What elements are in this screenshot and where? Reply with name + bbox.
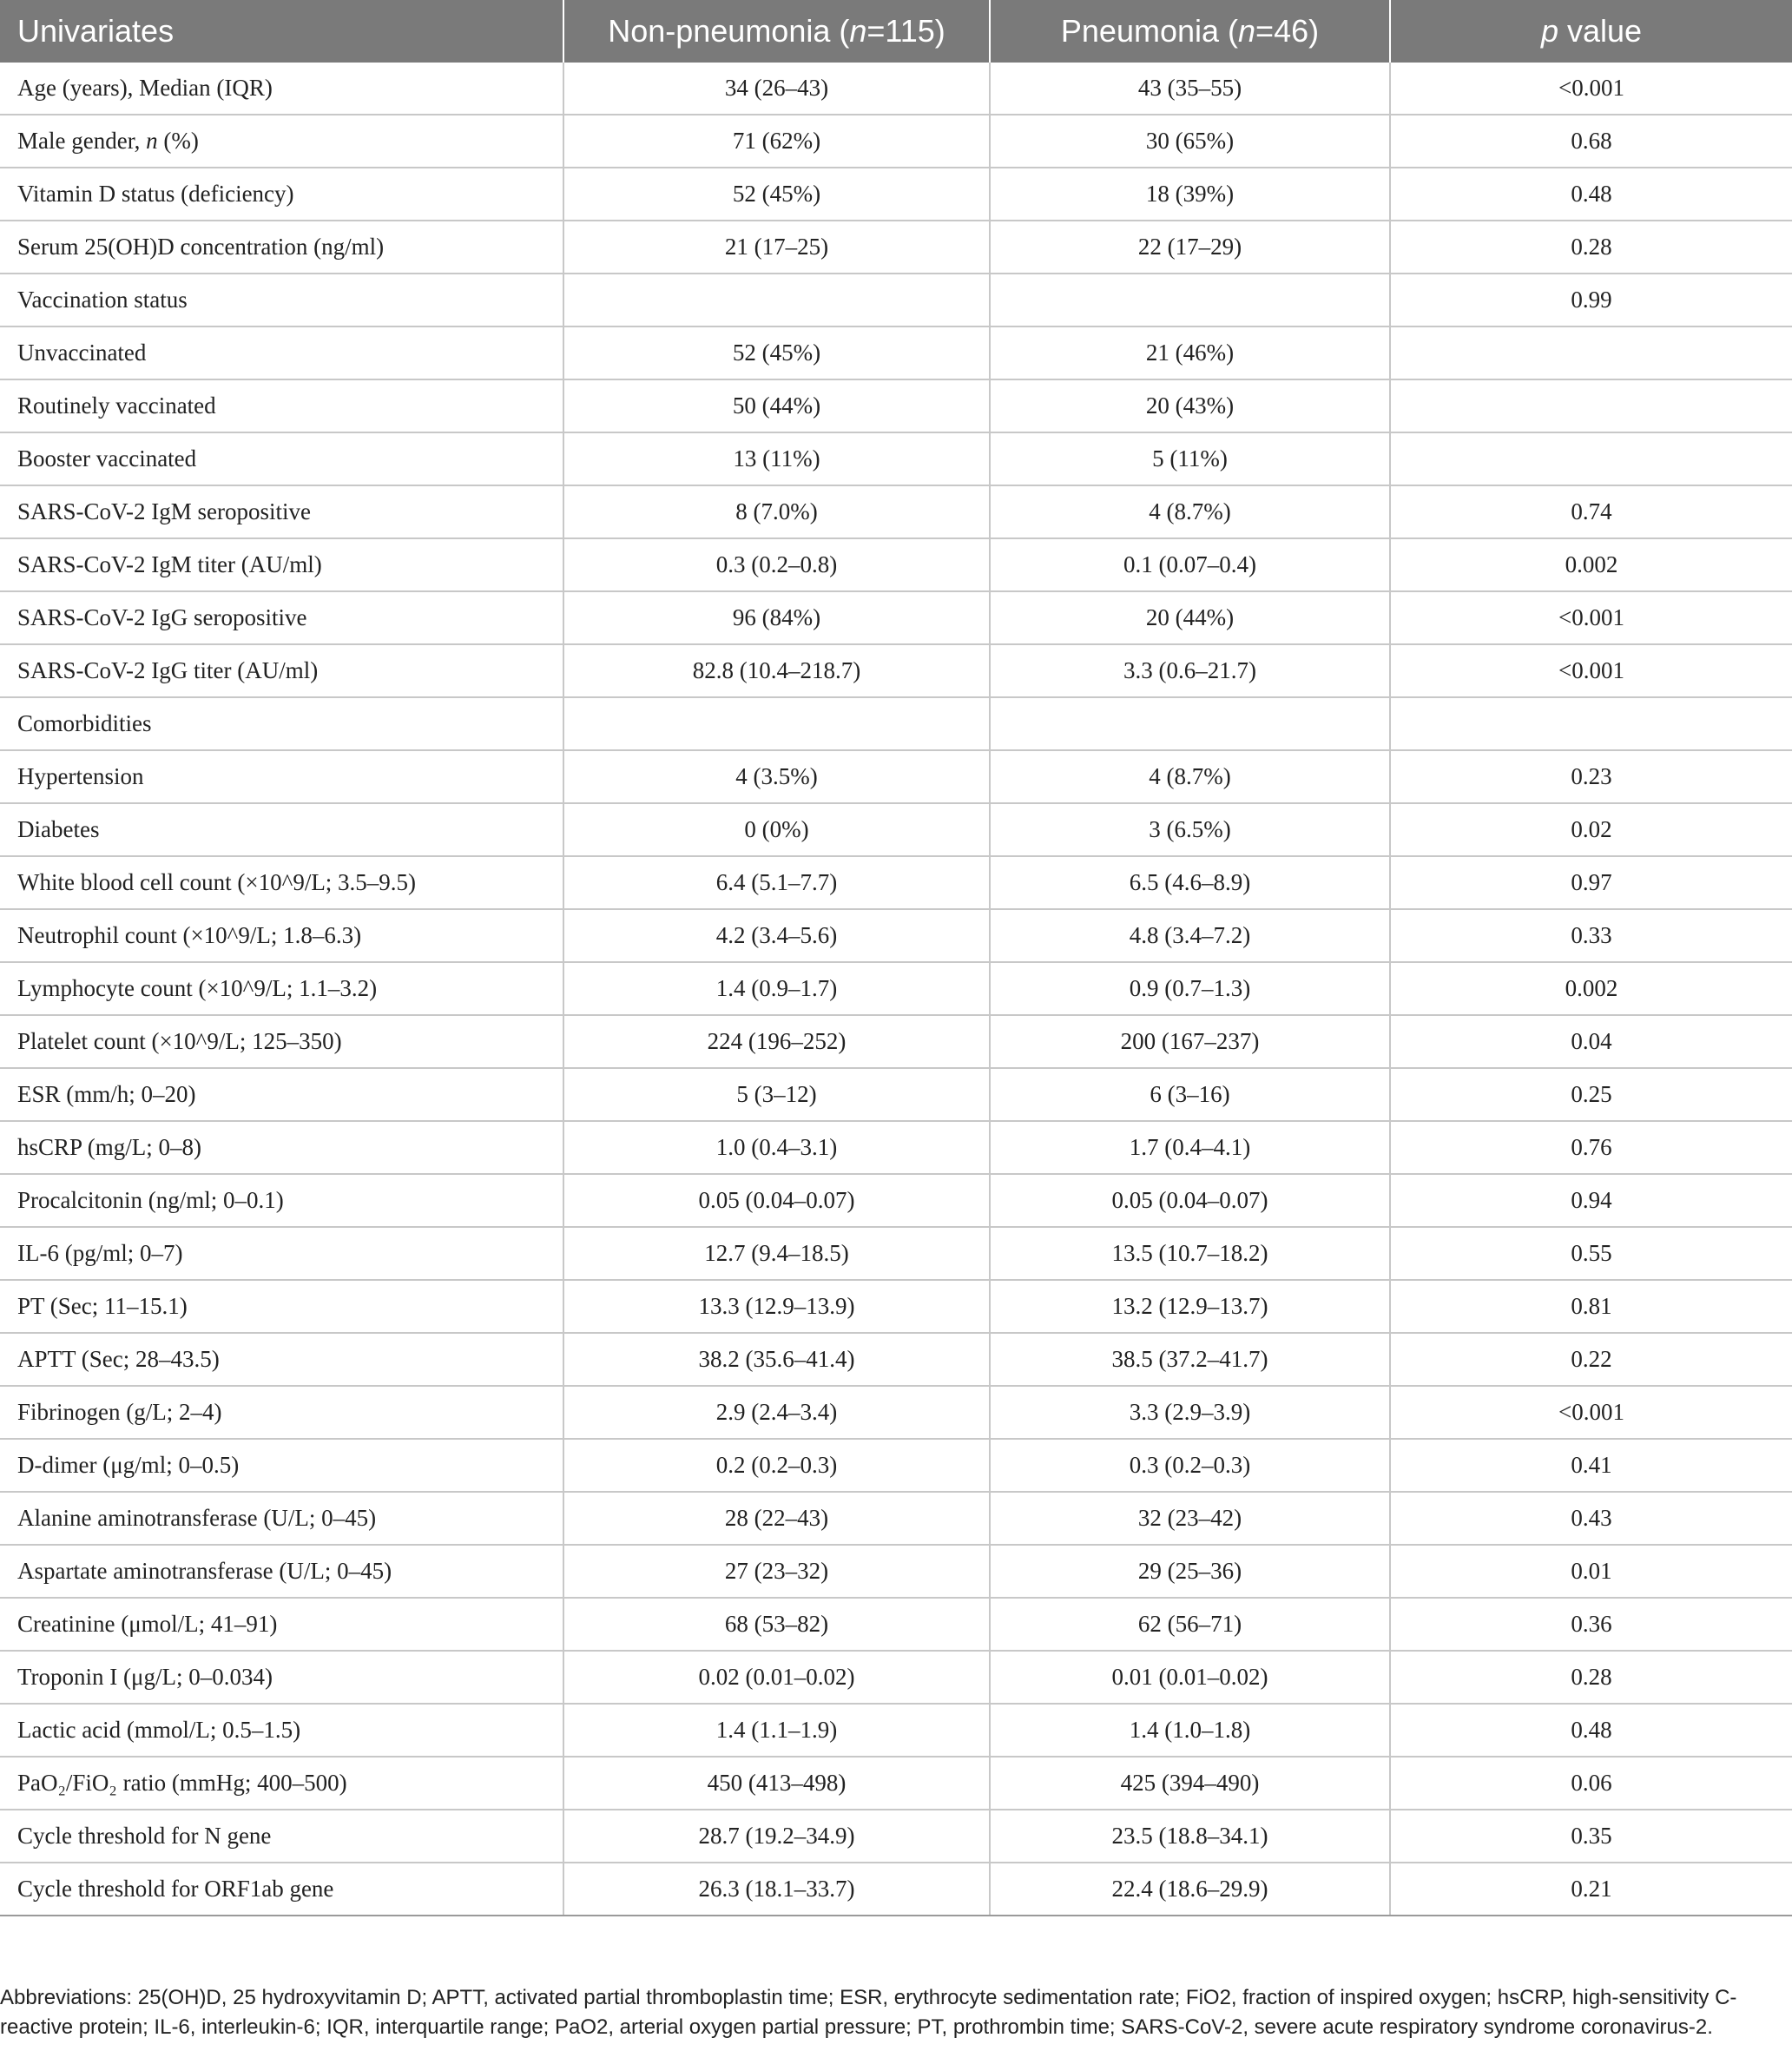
non-pneumonia-value: 50 (44%) [563, 379, 990, 432]
table-row [0, 803, 1792, 856]
non-pneumonia-value: 27 (23–32) [563, 1545, 990, 1598]
pneumonia-value: 3.3 (2.9–3.9) [990, 1386, 1390, 1439]
non-pneumonia-value [563, 697, 990, 750]
row-label-part: Male gender, [17, 128, 147, 154]
p-value: 0.48 [1390, 168, 1792, 221]
non-pneumonia-value: 0.02 (0.01–0.02) [563, 1651, 990, 1704]
table-row [0, 168, 1792, 221]
pneumonia-value: 20 (43%) [990, 379, 1390, 432]
pneumonia-value: 21 (46%) [990, 326, 1390, 379]
p-value [1390, 326, 1792, 379]
pneumonia-value [990, 274, 1390, 326]
header-pneu-post: =46) [1255, 13, 1320, 49]
table-row [0, 1757, 1792, 1810]
header-pneu-n: n [1238, 13, 1256, 49]
row-label: SARS-CoV-2 IgG seropositive [0, 591, 563, 644]
non-pneumonia-value: 450 (413–498) [563, 1757, 990, 1810]
non-pneumonia-value: 21 (17–25) [563, 221, 990, 274]
row-label: D-dimer (μg/ml; 0–0.5) [0, 1439, 563, 1492]
table-row [0, 379, 1792, 432]
p-value: 0.01 [1390, 1545, 1792, 1598]
pneumonia-value: 3 (6.5%) [990, 803, 1390, 856]
p-value: 0.97 [1390, 856, 1792, 909]
row-label: SARS-CoV-2 IgM titer (AU/ml) [0, 538, 563, 591]
table-row [0, 1704, 1792, 1757]
non-pneumonia-value: 68 (53–82) [563, 1598, 990, 1651]
row-label: Unvaccinated [0, 326, 563, 379]
header-p: p [1540, 13, 1558, 49]
row-label: SARS-CoV-2 IgM seropositive [0, 485, 563, 538]
non-pneumonia-value: 28 (22–43) [563, 1492, 990, 1545]
non-pneumonia-value: 13.3 (12.9–13.9) [563, 1280, 990, 1333]
non-pneumonia-value: 4.2 (3.4–5.6) [563, 909, 990, 962]
header-non-n: n [849, 13, 867, 49]
row-label: Cycle threshold for N gene [0, 1810, 563, 1863]
non-pneumonia-value: 1.4 (1.1–1.9) [563, 1704, 990, 1757]
p-value: 0.25 [1390, 1068, 1792, 1121]
pneumonia-value: 1.7 (0.4–4.1) [990, 1121, 1390, 1174]
row-label: Routinely vaccinated [0, 379, 563, 432]
table-row [0, 1015, 1792, 1068]
table-row [0, 1280, 1792, 1333]
row-label: APTT (Sec; 28–43.5) [0, 1333, 563, 1386]
row-label: Vaccination status [0, 274, 563, 326]
p-value: 0.94 [1390, 1174, 1792, 1227]
row-label: hsCRP (mg/L; 0–8) [0, 1121, 563, 1174]
header-p-value [1390, 0, 1792, 63]
row-label: Aspartate aminotransferase (U/L; 0–45) [0, 1545, 563, 1598]
table-row [0, 432, 1792, 485]
non-pneumonia-value: 26.3 (18.1–33.7) [563, 1863, 990, 1916]
pneumonia-value: 0.3 (0.2–0.3) [990, 1439, 1390, 1492]
pneumonia-value: 20 (44%) [990, 591, 1390, 644]
row-label: Comorbidities [0, 697, 563, 750]
non-pneumonia-value: 52 (45%) [563, 168, 990, 221]
p-value: 0.06 [1390, 1757, 1792, 1810]
pneumonia-value: 18 (39%) [990, 168, 1390, 221]
pneumonia-value: 43 (35–55) [990, 63, 1390, 115]
pneumonia-value: 1.4 (1.0–1.8) [990, 1704, 1390, 1757]
non-pneumonia-value: 4 (3.5%) [563, 750, 990, 803]
table-row [0, 221, 1792, 274]
p-value: 0.33 [1390, 909, 1792, 962]
non-pneumonia-value: 96 (84%) [563, 591, 990, 644]
pneumonia-value: 0.1 (0.07–0.4) [990, 538, 1390, 591]
p-value: 0.99 [1390, 274, 1792, 326]
row-label-part: n [146, 128, 158, 154]
non-pneumonia-value: 0.2 (0.2–0.3) [563, 1439, 990, 1492]
non-pneumonia-value: 82.8 (10.4–218.7) [563, 644, 990, 697]
table-header [0, 0, 1792, 63]
non-pneumonia-value: 38.2 (35.6–41.4) [563, 1333, 990, 1386]
p-value [1390, 697, 1792, 750]
pneumonia-value: 30 (65%) [990, 115, 1390, 168]
table-row [0, 326, 1792, 379]
table-row [0, 538, 1792, 591]
table-row [0, 1068, 1792, 1121]
pneumonia-value: 22 (17–29) [990, 221, 1390, 274]
table-row [0, 909, 1792, 962]
table-row [0, 1174, 1792, 1227]
table-row [0, 1386, 1792, 1439]
pneumonia-value: 4 (8.7%) [990, 485, 1390, 538]
pneumonia-value: 200 (167–237) [990, 1015, 1390, 1068]
table-row [0, 1227, 1792, 1280]
table-row [0, 591, 1792, 644]
non-pneumonia-value: 13 (11%) [563, 432, 990, 485]
row-label: SARS-CoV-2 IgG titer (AU/ml) [0, 644, 563, 697]
pneumonia-value: 0.01 (0.01–0.02) [990, 1651, 1390, 1704]
pneumonia-value: 13.5 (10.7–18.2) [990, 1227, 1390, 1280]
abbreviations-footnote: Abbreviations: 25(OH)D, 25 hydroxyvitamin D; APTT, activated partial thromboplastin time; ESR, erythrocyte sedimentation rate; FiO2, fraction of inspired oxygen; hsCRP, high-sensitivity C-reactive protein; IL-6, interleukin-6; IQR, interquartile range; PaO2, arterial oxygen partial pressure; PT, prothrombin time; SARS-CoV-2, severe acute respiratory syndrome coronavirus-2. [0, 1986, 1737, 2039]
non-pneumonia-value: 5 (3–12) [563, 1068, 990, 1121]
table-row [0, 63, 1792, 115]
row-label-part: (%) [157, 128, 199, 154]
row-label: White blood cell count (×10^9/L; 3.5–9.5) [0, 856, 563, 909]
table-row [0, 1333, 1792, 1386]
p-value: 0.28 [1390, 221, 1792, 274]
table-row [0, 697, 1792, 750]
pneumonia-value: 32 (23–42) [990, 1492, 1390, 1545]
header-p-post: value [1558, 13, 1643, 49]
pneumonia-value: 22.4 (18.6–29.9) [990, 1863, 1390, 1916]
header-univariates-text: Univariates [17, 13, 175, 49]
row-label: Vitamin D status (deficiency) [0, 168, 563, 221]
non-pneumonia-value: 71 (62%) [563, 115, 990, 168]
non-pneumonia-value: 0.05 (0.04–0.07) [563, 1174, 990, 1227]
p-value: 0.02 [1390, 803, 1792, 856]
row-label: Troponin I (μg/L; 0–0.034) [0, 1651, 563, 1704]
row-label: Platelet count (×10^9/L; 125–350) [0, 1015, 563, 1068]
row-label: Booster vaccinated [0, 432, 563, 485]
p-value: 0.81 [1390, 1280, 1792, 1333]
non-pneumonia-value: 12.7 (9.4–18.5) [563, 1227, 990, 1280]
row-label: Serum 25(OH)D concentration (ng/ml) [0, 221, 563, 274]
table-row [0, 962, 1792, 1015]
table-row [0, 1651, 1792, 1704]
p-value: 0.48 [1390, 1704, 1792, 1757]
row-label: Procalcitonin (ng/ml; 0–0.1) [0, 1174, 563, 1227]
table-row [0, 115, 1792, 168]
p-value: 0.36 [1390, 1598, 1792, 1651]
pneumonia-value: 5 (11%) [990, 432, 1390, 485]
header-univariates [0, 0, 563, 63]
p-value: 0.002 [1390, 538, 1792, 591]
p-value: 0.04 [1390, 1015, 1792, 1068]
p-value: 0.41 [1390, 1439, 1792, 1492]
non-pneumonia-value [563, 274, 990, 326]
p-value: 0.55 [1390, 1227, 1792, 1280]
p-value: 0.28 [1390, 1651, 1792, 1704]
pneumonia-value: 4 (8.7%) [990, 750, 1390, 803]
row-label: Diabetes [0, 803, 563, 856]
p-value: 0.43 [1390, 1492, 1792, 1545]
table-row [0, 485, 1792, 538]
p-value: 0.76 [1390, 1121, 1792, 1174]
p-value: <0.001 [1390, 591, 1792, 644]
p-value: 0.23 [1390, 750, 1792, 803]
header-non-pneumonia [563, 0, 990, 63]
pneumonia-value: 38.5 (37.2–41.7) [990, 1333, 1390, 1386]
non-pneumonia-value: 2.9 (2.4–3.4) [563, 1386, 990, 1439]
table-body [0, 63, 1792, 1916]
table-row [0, 1863, 1792, 1916]
table-row [0, 274, 1792, 326]
p-value: 0.002 [1390, 962, 1792, 1015]
row-label: PaO₂/FiO₂ ratio (mmHg; 400–500) [0, 1757, 563, 1810]
row-label: PT (Sec; 11–15.1) [0, 1280, 563, 1333]
pneumonia-value: 13.2 (12.9–13.7) [990, 1280, 1390, 1333]
p-value: 0.35 [1390, 1810, 1792, 1863]
table-row [0, 856, 1792, 909]
row-label: Lactic acid (mmol/L; 0.5–1.5) [0, 1704, 563, 1757]
row-label: Fibrinogen (g/L; 2–4) [0, 1386, 563, 1439]
non-pneumonia-value: 28.7 (19.2–34.9) [563, 1810, 990, 1863]
non-pneumonia-value: 6.4 (5.1–7.7) [563, 856, 990, 909]
non-pneumonia-value: 1.0 (0.4–3.1) [563, 1121, 990, 1174]
p-value: <0.001 [1390, 63, 1792, 115]
row-label: Neutrophil count (×10^9/L; 1.8–6.3) [0, 909, 563, 962]
non-pneumonia-value: 52 (45%) [563, 326, 990, 379]
p-value: <0.001 [1390, 1386, 1792, 1439]
non-pneumonia-value: 8 (7.0%) [563, 485, 990, 538]
p-value: 0.74 [1390, 485, 1792, 538]
p-value: 0.22 [1390, 1333, 1792, 1386]
non-pneumonia-value: 34 (26–43) [563, 63, 990, 115]
pneumonia-value: 3.3 (0.6–21.7) [990, 644, 1390, 697]
table-row [0, 1810, 1792, 1863]
row-label: IL-6 (pg/ml; 0–7) [0, 1227, 563, 1280]
non-pneumonia-value: 224 (196–252) [563, 1015, 990, 1068]
row-label: ESR (mm/h; 0–20) [0, 1068, 563, 1121]
table-row [0, 750, 1792, 803]
table-row [0, 644, 1792, 697]
pneumonia-value: 6.5 (4.6–8.9) [990, 856, 1390, 909]
row-label: Lymphocyte count (×10^9/L; 1.1–3.2) [0, 962, 563, 1015]
header-pneu-pre: Pneumonia ( [1060, 13, 1239, 49]
pneumonia-value: 62 (56–71) [990, 1598, 1390, 1651]
header-pneumonia [990, 0, 1390, 63]
pneumonia-value: 0.05 (0.04–0.07) [990, 1174, 1390, 1227]
row-label: Alanine aminotransferase (U/L; 0–45) [0, 1492, 563, 1545]
pneumonia-value: 23.5 (18.8–34.1) [990, 1810, 1390, 1863]
p-value: 0.68 [1390, 115, 1792, 168]
non-pneumonia-value: 0.3 (0.2–0.8) [563, 538, 990, 591]
row-label: Creatinine (μmol/L; 41–91) [0, 1598, 563, 1651]
p-value [1390, 379, 1792, 432]
non-pneumonia-value: 1.4 (0.9–1.7) [563, 962, 990, 1015]
p-value: 0.21 [1390, 1863, 1792, 1916]
p-value: <0.001 [1390, 644, 1792, 697]
pneumonia-value [990, 697, 1390, 750]
table-row [0, 1598, 1792, 1651]
non-pneumonia-value: 0 (0%) [563, 803, 990, 856]
row-label: Age (years), Median (IQR) [0, 63, 563, 115]
pneumonia-value: 6 (3–16) [990, 1068, 1390, 1121]
pneumonia-value: 0.9 (0.7–1.3) [990, 962, 1390, 1015]
pneumonia-value: 4.8 (3.4–7.2) [990, 909, 1390, 962]
table-row [0, 1492, 1792, 1545]
row-label: Hypertension [0, 750, 563, 803]
pneumonia-value: 425 (394–490) [990, 1757, 1390, 1810]
table-row [0, 1121, 1792, 1174]
table-row [0, 1545, 1792, 1598]
table-row [0, 1439, 1792, 1492]
header-row [0, 0, 1792, 63]
pneumonia-value: 29 (25–36) [990, 1545, 1390, 1598]
p-value [1390, 432, 1792, 485]
row-label: Cycle threshold for ORF1ab gene [0, 1863, 563, 1916]
header-non-pre: Non-pneumonia ( [608, 13, 850, 49]
row-label [0, 115, 563, 168]
header-non-post: =115) [866, 13, 945, 49]
